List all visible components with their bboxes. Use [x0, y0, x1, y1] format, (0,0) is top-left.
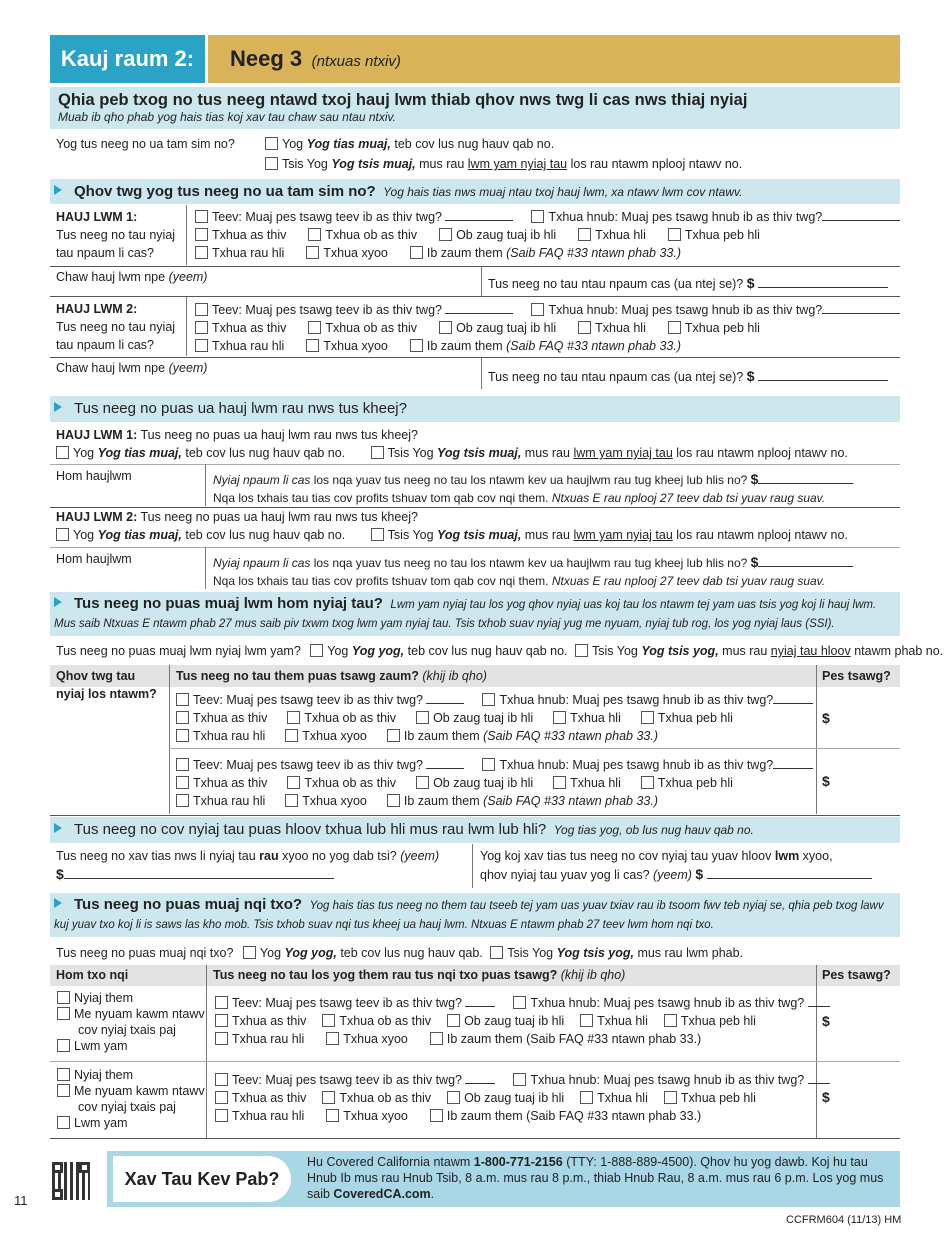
se-job2-business[interactable]: Hom haujlwm — [56, 552, 132, 566]
self-employed-band — [50, 396, 900, 422]
ex-type-option[interactable]: Nyiaj them — [57, 990, 207, 1006]
freq-option[interactable]: Txhua rau hli — [215, 1107, 304, 1125]
freq-option[interactable]: Txhua as thiv — [195, 226, 286, 244]
freq-option[interactable]: Txhua xyoo — [306, 244, 388, 262]
section-arrow-icon — [54, 185, 62, 195]
ex-hours[interactable]: Teev: Muaj pes tsawg teev ib as thiv twg? — [215, 1071, 495, 1089]
freq-option[interactable]: Txhua hli — [578, 226, 646, 244]
job2-label-block: HAUJ LWM 2: Tus neeg no tau nyiaj tau npaum li cas? — [56, 302, 176, 352]
se-job1-question: HAUJ LWM 1: Tus neeg no puas ua hauj lwm rau nws tus kheej? — [56, 428, 418, 442]
oi-hours[interactable]: Teev: Muaj pes tsawg teev ib as thiv twg? — [176, 756, 464, 774]
person-label-box — [208, 35, 900, 83]
ex-type-option[interactable]: Me nyuam kawm ntawv — [57, 1083, 207, 1099]
part-label-box — [50, 35, 205, 83]
oi-days[interactable]: Txhua hnub: Muaj pes tsawg hnub ib as thiv twg? — [482, 756, 813, 774]
freq-option[interactable]: Txhua rau hli — [195, 337, 284, 355]
section-arrow-icon — [54, 823, 62, 833]
freq-option[interactable]: Ib zaum them (Saib FAQ #33 ntawn phab 33.) — [410, 337, 681, 355]
expenses-title: Tus neeg no puas muaj nqi txo? — [74, 896, 303, 913]
job2-employer[interactable]: Chaw hauj lwm npe (yeem) — [56, 361, 208, 375]
freq-option[interactable]: Ib zaum them (Saib FAQ #33 ntawn phab 33.) — [387, 727, 658, 745]
se-job1-options — [56, 444, 901, 462]
freq-option[interactable]: Txhua peb hli — [664, 1089, 756, 1107]
ex-col-amount: Pes tsawg? — [822, 968, 891, 982]
ex-type-option[interactable]: Me nyuam kawm ntawv — [57, 1006, 207, 1022]
freq-option[interactable]: Ob zaug tuaj ib hli — [439, 319, 556, 337]
freq-option[interactable]: Txhua peb hli — [668, 319, 760, 337]
freq-option[interactable]: Txhua xyoo — [285, 727, 367, 745]
job-section-note: Yog hais tias nws muaj ntau txoj hauj lwm, xa ntawv lwm cov ntawv. — [383, 185, 743, 199]
freq-option[interactable]: Ob zaug tuaj ib hli — [439, 226, 556, 244]
variable-income-title: Tus neeg no cov nyiaj tau puas hloov txhua lub hli mus rau lwm lub hli? — [74, 821, 547, 838]
expenses-no[interactable]: Tsis Yog Yog tsis yog, mus rau lwm phab. — [490, 946, 743, 960]
freq-option[interactable]: Txhua xyoo — [326, 1030, 408, 1048]
expenses-yes[interactable]: Yog Yog yog, teb cov lus nug hauv qab. — [243, 946, 483, 960]
section-arrow-icon — [54, 597, 62, 607]
se-job2-yes[interactable]: Yog Yog tias muaj, teb cov lus nug hauv qab no. — [56, 528, 345, 542]
ex-row1-types: Nyiaj them Me nyuam kawm ntawv cov nyiaj txais paj Lwm yam — [57, 990, 207, 1054]
freq-option[interactable]: Txhua peb hli — [668, 226, 760, 244]
job1-employer[interactable]: Chaw hauj lwm npe (yeem) — [56, 270, 208, 284]
variable-income-band — [50, 817, 900, 843]
self-employed-title: Tus neeg no puas ua hauj lwm rau nws tus kheej? — [74, 400, 407, 417]
freq-option[interactable]: Txhua ob as thiv — [322, 1012, 431, 1030]
job1-days[interactable]: Txhua hnub: Muaj pes tsawg hnub ib as thiv twg? — [531, 208, 900, 226]
oi-row1-frequency — [176, 691, 811, 745]
employed-no-checkbox[interactable] — [265, 157, 278, 170]
se-job1-yes[interactable]: Yog Yog tias muaj, teb cov lus nug hauv qab no. — [56, 446, 345, 460]
ex-col-freq: Tus neeg no tau los yog them rau tus nqi txo puas tsawg? (khij ib qho) — [213, 968, 626, 982]
freq-option[interactable]: Ob zaug tuaj ib hli — [416, 709, 533, 727]
ex-days[interactable]: Txhua hnub: Muaj pes tsawg hnub ib as thiv twg? — [513, 1071, 829, 1089]
job2-days[interactable]: Txhua hnub: Muaj pes tsawg hnub ib as thiv twg? — [531, 301, 900, 319]
income-subtitle: Muab ib qho phab yog hais tias koj xav tau chaw sau ntau ntxiv. — [58, 110, 396, 124]
ex-row2-frequency — [215, 1071, 815, 1125]
ex-type-option[interactable]: Nyiaj them — [57, 1067, 207, 1083]
freq-option[interactable]: Txhua rau hli — [195, 244, 284, 262]
expenses-band — [50, 893, 900, 937]
oi-row2-amount[interactable]: $ — [822, 773, 830, 789]
section-arrow-icon — [54, 402, 62, 412]
employed-yes-option[interactable]: Yog Yog tias muaj, teb cov lus nug hauv qab no. — [265, 135, 554, 153]
ex-type-option[interactable]: Lwm yam — [57, 1038, 207, 1054]
se-job1-net[interactable]: Nyiaj npaum li cas los nqa yuav tus neeg no tau los ntawm kev ua haujlwm rau tug kheej lub hlis no? $ Nqa los txhais tau tias cov profits tshuav tom qab cov nqi them. Ntxuas E rau nplooj 27 teev dab tsi yuav raug suav. — [213, 470, 853, 507]
freq-option[interactable]: Txhua as thiv — [215, 1089, 306, 1107]
freq-option[interactable]: Txhua xyoo — [326, 1107, 408, 1125]
other-income-note: Lwm yam nyiaj tau los yog qhov nyiaj uas koj tau los ntawm tej yam uas tsis yog koj li hauj lwm. Mus saib Ntxuas E ntawm phab 27 mus saib piv txwm txog lwm yam nyiaj tau. Tsis txhob suav nyiaj yug me nyuam, nyiaj tub rog, los yog nyiaj laus (SSI). — [54, 599, 877, 630]
freq-option[interactable]: Txhua xyoo — [285, 792, 367, 810]
freq-option[interactable]: Txhua ob as thiv — [322, 1089, 431, 1107]
freq-option[interactable]: Txhua peb hli — [641, 774, 733, 792]
freq-option[interactable]: Ob zaug tuaj ib hli — [447, 1012, 564, 1030]
employed-no-option[interactable]: Tsis Yog Yog tsis muaj, mus rau lwm yam nyiaj tau los rau ntawm nplooj ntawv no. — [265, 155, 742, 173]
job1-frequency — [195, 208, 895, 262]
help-box — [107, 1151, 900, 1207]
freq-option[interactable]: Ob zaug tuaj ib hli — [416, 774, 533, 792]
other-income-title: Tus neeg no puas muaj lwm hom nyiaj tau? — [74, 595, 383, 612]
freq-option[interactable]: Txhua as thiv — [176, 774, 267, 792]
freq-option[interactable]: Txhua hli — [578, 319, 646, 337]
freq-option[interactable]: Txhua hli — [553, 774, 621, 792]
job2-pay[interactable]: Tus neeg no tau ntau npaum cas (ua ntej se)? $ — [488, 367, 888, 386]
income-title-band — [50, 87, 900, 129]
job1-label-block: HAUJ LWM 1: Tus neeg no tau nyiaj tau npaum li cas? — [56, 210, 176, 260]
freq-option[interactable]: Txhua as thiv — [195, 319, 286, 337]
ex-row1-amount[interactable]: $ — [822, 1013, 830, 1029]
ex-type-option[interactable]: Lwm yam — [57, 1115, 207, 1131]
oi-col-freq: Tus neeg no tau them puas tsawg zaum? (khij ib qho) — [176, 669, 487, 683]
ex-col-type: Hom txo nqi — [56, 968, 129, 982]
job2-hours[interactable]: Teev: Muaj pes tsawg teev ib as thiv twg? — [195, 301, 513, 319]
person-label: Neeg 3 — [230, 46, 303, 71]
ex-row2-amount[interactable]: $ — [822, 1089, 830, 1105]
ex-days[interactable]: Txhua hnub: Muaj pes tsawg hnub ib as thiv twg? — [513, 994, 829, 1012]
other-income-band — [50, 592, 900, 636]
se-job1-no[interactable]: Tsis Yog Yog tsis muaj, mus rau lwm yam nyiaj tau los rau ntawm nplooj ntawv no. — [371, 446, 848, 460]
qr-code-icon — [52, 1162, 90, 1200]
ex-row1-frequency — [215, 994, 815, 1048]
freq-option[interactable]: Txhua peb hli — [664, 1012, 756, 1030]
variable-income-note: Yog tias yog, ob lus nug hauv qab no. — [553, 823, 754, 837]
oi-days[interactable]: Txhua hnub: Muaj pes tsawg hnub ib as thiv twg? — [482, 691, 813, 709]
freq-option[interactable]: Txhua rau hli — [215, 1030, 304, 1048]
freq-option[interactable]: Ib zaum them (Saib FAQ #33 ntawn phab 33.) — [387, 792, 658, 810]
freq-option[interactable]: Txhua ob as thiv — [308, 226, 417, 244]
header-bar — [50, 35, 900, 83]
freq-option[interactable]: Txhua as thiv — [215, 1012, 306, 1030]
oi-col-amount: Pes tsawg? — [822, 669, 891, 683]
freq-option[interactable]: Ib zaum them (Saib FAQ #33 ntawn phab 33.) — [430, 1030, 701, 1048]
freq-option[interactable]: Txhua hli — [580, 1012, 648, 1030]
other-income-yes[interactable]: Yog Yog yog, teb cov lus nug hauv qab no. — [310, 644, 567, 658]
other-income-no[interactable]: Tsis Yog Yog tsis yog, mus rau nyiaj tau hloov ntawm phab no. — [575, 644, 943, 658]
oi-hours[interactable]: Teev: Muaj pes tsawg teev ib as thiv twg? — [176, 691, 464, 709]
part-label: Kauj raum 2: — [60, 46, 195, 71]
freq-option[interactable]: Txhua peb hli — [641, 709, 733, 727]
freq-option[interactable]: Txhua as thiv — [176, 709, 267, 727]
other-income-question: Tus neeg no puas muaj lwm nyiaj lwm yam? Yog Yog yog, teb cov lus nug hauv qab no. Tsis Yog Yog tsis yog, mus rau nyiaj tau hloov ntawm phab no. — [56, 644, 944, 658]
freq-option[interactable]: Txhua hli — [553, 709, 621, 727]
ex-row2-types: Nyiaj them Me nyuam kawm ntawv cov nyiaj txais paj Lwm yam — [57, 1067, 207, 1131]
section-arrow-icon — [54, 898, 62, 908]
person-note: (ntxuas ntxiv) — [311, 53, 401, 70]
freq-option[interactable]: Txhua rau hli — [176, 727, 265, 745]
freq-option[interactable]: Ib zaum them (Saib FAQ #33 ntawn phab 33.) — [410, 244, 681, 262]
this-year-income[interactable]: Tus neeg no xav tias nws li nyiaj tau rau xyoo no yog dab tsi? (yeem) $ — [56, 849, 440, 882]
job1-hours[interactable]: Teev: Muaj pes tsawg teev ib as thiv twg? — [195, 208, 513, 226]
oi-row2-frequency — [176, 756, 811, 810]
se-job2-net[interactable]: Nyiaj npaum li cas los nqa yuav tus neeg no tau los ntawm kev ua haujlwm rau tug kheej lub hlis no? $ Nqa los txhais tau tias cov profits tshuav tom qab cov nqi them. Ntxuas E rau nplooj 27 teev dab tsi yuav raug suav. — [213, 553, 853, 590]
job2-frequency — [195, 301, 895, 355]
freq-option[interactable]: Txhua rau hli — [176, 792, 265, 810]
next-year-income[interactable]: Yog koj xav tias tus neeg no cov nyiaj tau yuav hloov lwm xyoo, qhov nyiaj tau yuav yog li cas? (yeem) $ — [480, 847, 895, 884]
job1-pay[interactable]: Tus neeg no tau ntau npaum cas (ua ntej se)? $ — [488, 274, 888, 293]
oi-col-type: Qhov twg tau nyiaj los ntawm? — [56, 669, 157, 701]
oi-row1-amount[interactable]: $ — [822, 710, 830, 726]
freq-option[interactable]: Txhua hli — [580, 1089, 648, 1107]
expenses-note: Yog hais tias tus neeg no them tau tseeb tej yam uas yuav txiav rau ib tsoom fwv teb nyiaj se, qhia peb txog lawv kuj yuav txo koj li is saws las kho mob. Tsis txhob suav nqi tus kheej ua hauj lwm. Ntxuas E ntawm phab 27 teev lwm hom nqi txo. — [54, 900, 884, 931]
help-site-link[interactable]: CoveredCA.com — [333, 1187, 431, 1201]
expenses-question: Tus neeg no puas muaj nqi txo? Yog Yog yog, teb cov lus nug hauv qab. Tsis Yog Yog tsis yog, mus rau lwm phab. — [56, 946, 744, 960]
help-title-box — [113, 1156, 291, 1202]
se-job2-options — [56, 526, 901, 544]
help-title: Xav Tau Kev Pab? — [124, 1169, 280, 1189]
se-job2-question: HAUJ LWM 2: Tus neeg no puas ua hauj lwm rau nws tus kheej? — [56, 510, 418, 524]
se-job1-business[interactable]: Hom haujlwm — [56, 469, 132, 483]
help-phone[interactable]: 1-800-771-2156 — [473, 1155, 563, 1169]
employed-question: Yog tus neeg no ua tam sim no? — [56, 137, 235, 151]
help-text: Hu Covered California ntawm 1-800-771-2156 (TTY: 1-888-889-4500). Qhov hu yog dawb. Koj hu tau Hnub Ib mus rau Hnub Tsib, 8 a.m. mus rau 8 p.m., thiab Hnub Rau, 8 a.m. mus rau 6 p.m. Los yog mus saib CoveredCA.com. — [307, 1155, 884, 1201]
form-code: CCFRM604 (11/13) HM — [786, 1214, 902, 1226]
freq-option[interactable]: Txhua xyoo — [306, 337, 388, 355]
job-section-band — [50, 179, 900, 204]
ex-hours[interactable]: Teev: Muaj pes tsawg teev ib as thiv twg? — [215, 994, 495, 1012]
job-section-title: Qhov twg yog tus neeg no ua tam sim no? — [74, 183, 376, 200]
employed-yes-checkbox[interactable] — [265, 137, 278, 150]
freq-option[interactable]: Txhua ob as thiv — [287, 774, 396, 792]
other-income-link[interactable]: lwm yam nyiaj tau — [467, 157, 568, 171]
freq-option[interactable]: Txhua ob as thiv — [287, 709, 396, 727]
freq-option[interactable]: Ib zaum them (Saib FAQ #33 ntawn phab 33.) — [430, 1107, 701, 1125]
income-title: Qhia peb txog no tus neeg ntawd txoj hauj lwm thiab qhov nws twg li cas nws thiaj nyiaj — [58, 91, 748, 109]
page-number: 11 — [14, 1193, 28, 1208]
se-job2-no[interactable]: Tsis Yog Yog tsis muaj, mus rau lwm yam nyiaj tau los rau ntawm nplooj ntawv no. — [371, 528, 848, 542]
freq-option[interactable]: Txhua ob as thiv — [308, 319, 417, 337]
freq-option[interactable]: Ob zaug tuaj ib hli — [447, 1089, 564, 1107]
